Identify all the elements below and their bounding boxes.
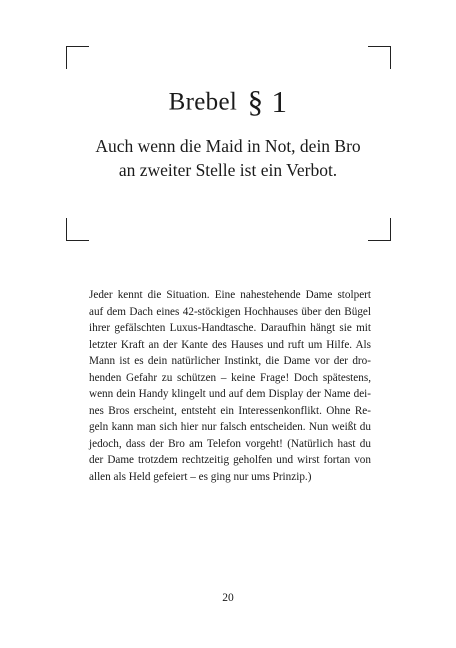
subtitle-line-2: an zweiter Stelle ist ein Verbot. (118, 160, 338, 180)
section-number: § 1 (247, 84, 288, 120)
heading-title: Brebel (168, 88, 238, 116)
chapter-heading (0, 84, 456, 119)
subtitle-line-1: Auch wenn die Maid in Not, dein Bro (95, 136, 361, 156)
page-number: 20 (222, 592, 234, 604)
crop-mark-top-left (66, 46, 89, 69)
body-paragraph: Jeder kennt die Situation. Eine nahestehende Dame stolpert auf dem Dach eines 42-stöckigen Hochhauses über den Bügel ihrer gefälschten Luxus-Handtasche. Daraufhin hängt sie mit letzter Kraft an der Kante des Hauses und ruft um Hilfe. Als Mann ist es dein natürlicher Instinkt, die Dame vor der drohenden Gefahr zu schützen – keine Frage! Doch spätestens, wenn dein Handy klingelt und auf dem Display der Name deines Bros erscheint, entsteht ein Interessenkonflikt. Ohne Regeln kann man sich hier nur falsch entscheiden. Nun weißt du jedoch, dass der Bro am Telefon vorgeht! (Natürlich hast du der Dame trotzdem rechtzeitig geholfen und wirst fortan von allen als Held gefeiert – es ging nur ums Prinzip.) (89, 289, 371, 483)
crop-mark-top-right (368, 46, 391, 69)
crop-mark-bottom-right (368, 218, 391, 241)
rule-subtitle (60, 134, 396, 182)
crop-mark-bottom-left (66, 218, 89, 241)
